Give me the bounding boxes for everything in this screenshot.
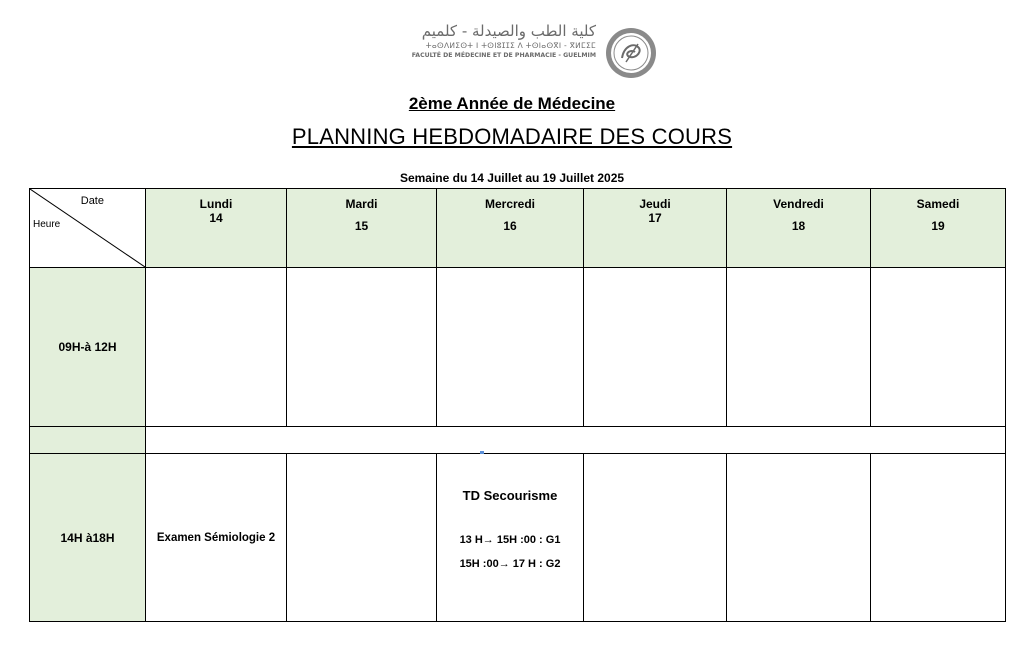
cell-mercredi-morning [436, 267, 584, 427]
day-number: 14 [209, 211, 223, 225]
day-name: Jeudi [639, 197, 671, 211]
day-number: 15 [354, 219, 369, 233]
day-number: 18 [791, 219, 806, 233]
faculty-logo [364, 22, 674, 88]
td-event-group1: 13 H→ 15H :00 : G1 [459, 534, 561, 546]
time-slot-break [29, 426, 146, 454]
td-event-group2: 15H :00→ 17 H : G2 [459, 558, 561, 570]
week-range: Semaine du 14 Juillet au 19 Juillet 2025 [399, 171, 625, 185]
day-header-jeudi [583, 188, 727, 268]
exam-event: Examen Sémiologie 2 [156, 531, 276, 544]
day-name: Lundi [199, 197, 233, 211]
faculty-name-tifinagh: ⵜⴰⵙⴷⵍⵉⵙⵜ ⵏ ⵜⵙⵏⵓⵊⵊⵉ ⴷ ⵜⵙⵏⴰⵙⴳⵏ - ⴳⵍⵎⵉⵎ [425, 41, 596, 50]
corner-cell [29, 188, 146, 268]
day-header-mardi [286, 188, 437, 268]
corner-hour-label: Heure [33, 219, 61, 230]
time-label: 09H-à 12H [58, 340, 117, 354]
day-header-samedi [870, 188, 1006, 268]
day-number: 19 [931, 219, 945, 233]
day-header-vendredi [726, 188, 871, 268]
cursor-mark [480, 451, 484, 454]
cell-vendredi-afternoon [726, 453, 871, 622]
td-event-title: TD Secourisme [462, 488, 558, 503]
time-label: 14H à18H [60, 530, 115, 545]
faculty-seal-icon [604, 26, 658, 80]
faculty-name-arabic: كلية الطب والصيدلة - كلميم [421, 22, 596, 40]
cell-vendredi-morning [726, 267, 871, 427]
day-number: 16 [503, 219, 517, 233]
cell-samedi-afternoon [870, 453, 1006, 622]
time-slot-morning [29, 267, 146, 427]
page-title: PLANNING HEBDOMADAIRE DES COURS [291, 124, 733, 149]
day-header-mercredi [436, 188, 584, 268]
day-name: Mercredi [484, 197, 536, 211]
break-row [145, 426, 1006, 454]
cell-mercredi-afternoon [436, 453, 584, 622]
cell-lundi-morning [145, 267, 287, 427]
timetable [30, 189, 1007, 623]
page-subtitle: 2ème Année de Médecine [408, 94, 616, 113]
faculty-name-french: FACULTÉ DE MÉDECINE ET DE PHARMACIE - GUELMIM [411, 52, 596, 59]
time-slot-afternoon [29, 453, 146, 622]
cell-mardi-afternoon [286, 453, 437, 622]
cell-lundi-afternoon [145, 453, 287, 622]
day-name: Mardi [345, 197, 378, 211]
day-header-lundi [145, 188, 287, 268]
cell-jeudi-afternoon [583, 453, 727, 622]
day-number: 17 [648, 211, 662, 225]
corner-date-label: Date [80, 195, 104, 207]
cell-jeudi-morning [583, 267, 727, 427]
day-name: Samedi [916, 197, 960, 211]
cell-mardi-morning [286, 267, 437, 427]
day-name: Vendredi [773, 197, 824, 211]
cell-samedi-morning [870, 267, 1006, 427]
